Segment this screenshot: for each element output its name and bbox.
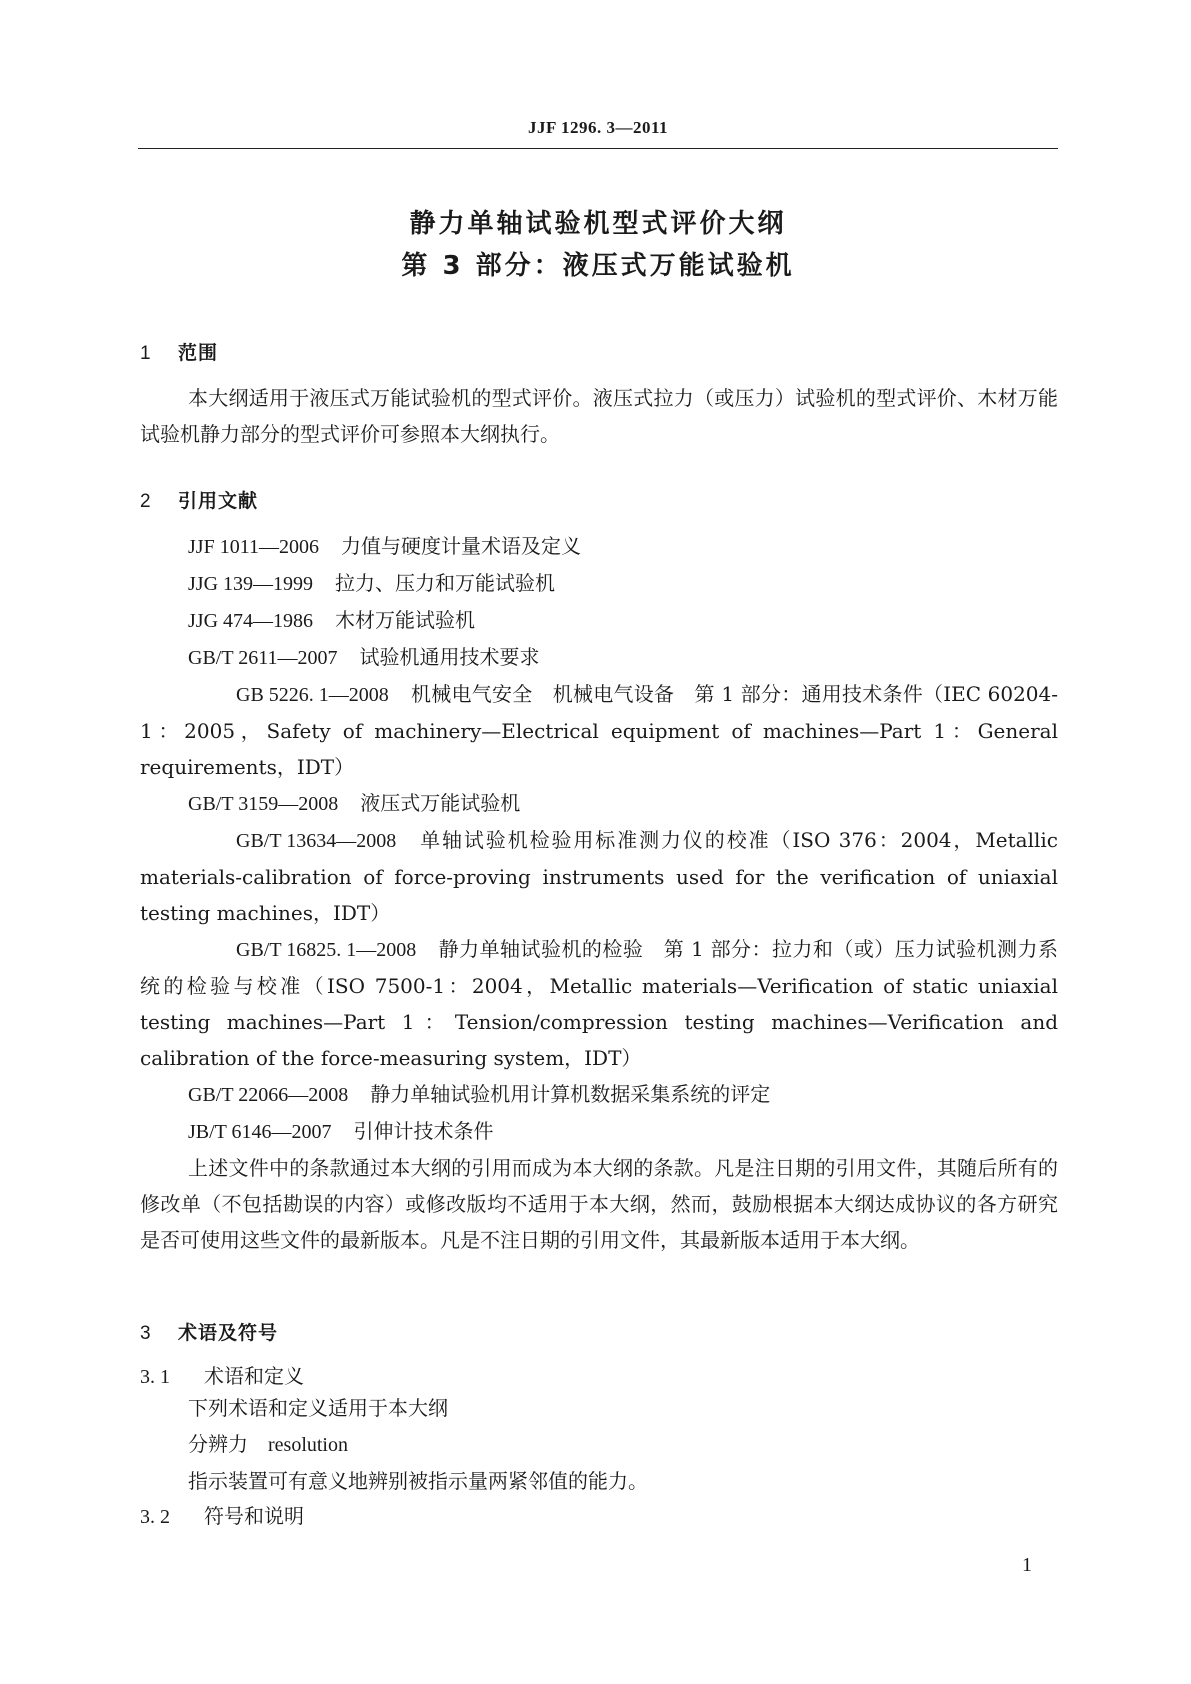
reference-code: JB/T 6146—2007 (188, 1121, 332, 1143)
section-3-1-body (140, 1390, 1058, 1499)
term-entry (140, 1426, 1058, 1463)
reference-title: 静力单轴试验机的检验 第 1 部分：拉力和（或）压力试验机测力系统的检验与校准（ISO 7500-1：2004，Metallic materials—Verification of static uniaxial testing machines—Part 1：Tension/compression testing machines—Verification and calibration of the force-measuring system，IDT） (140, 937, 1058, 1070)
subsection-3-2-title: 符号和说明 (204, 1504, 304, 1528)
reference-title: 力值与硬度计量术语及定义 (340, 534, 581, 558)
references-note: 上述文件中的条款通过本大纲的引用而成为本大纲的条款。凡是注日期的引用文件，其随后所有的修改单（不包括勘误的内容）或修改版均不适用于本大纲，然而，鼓励根据本大纲达成协议的各方研究是否可使用这些文件的最新版本。凡是不注日期的引用文件，其最新版本适用于本大纲。 (140, 1156, 1058, 1252)
section-2-title: 引用文献 (178, 490, 259, 512)
reference-code: GB/T 13634—2008 (236, 830, 397, 852)
header-standard-code: JJF 1296. 3—2011 (527, 118, 669, 137)
reference-item (140, 1113, 1058, 1150)
subsection-3-1-heading (140, 1360, 304, 1389)
document-subtitle: 第 3 部分：液压式万能试验机 (401, 251, 795, 281)
section-1-number: 1 (140, 343, 152, 364)
reference-item (140, 931, 1058, 1076)
header-rule (138, 148, 1058, 149)
term-definition: 指示装置可有意义地辨别被指示量两紧邻值的能力。 (188, 1469, 648, 1493)
reference-code: GB/T 3159—2008 (188, 793, 339, 815)
reference-code: GB/T 2611—2007 (188, 647, 338, 669)
section-1-heading (140, 338, 218, 365)
reference-title: 单轴试验机检验用标准测力仪的校准（ISO 376：2004，Metallic materials-calibration of force-proving instruments used for the verification of uniaxial testing machines，IDT） (140, 828, 1058, 925)
reference-code: JJG 139—1999 (188, 573, 314, 595)
page-number: 1 (1022, 1554, 1032, 1576)
terms-intro: 下列术语和定义适用于本大纲 (188, 1396, 448, 1420)
reference-item (140, 528, 1058, 565)
subsection-3-2-number: 3. 2 (140, 1506, 170, 1528)
reference-code: GB/T 16825. 1—2008 (236, 939, 417, 961)
reference-title: 引伸计技术条件 (353, 1119, 494, 1143)
reference-title: 拉力、压力和万能试验机 (335, 571, 556, 595)
document-title: 静力单轴试验机型式评价大纲 (409, 209, 787, 239)
section-3-title: 术语及符号 (178, 1322, 279, 1344)
reference-code: JJG 474—1986 (188, 610, 314, 632)
subsection-3-1-number: 3. 1 (140, 1366, 170, 1388)
section-1-body (140, 380, 1058, 452)
reference-title: 木材万能试验机 (335, 608, 476, 632)
scope-paragraph: 本大纲适用于液压式万能试验机的型式评价。液压式拉力（或压力）试验机的型式评价、木材万能试验机静力部分的型式评价可参照本大纲执行。 (140, 386, 1058, 446)
reference-code: GB/T 22066—2008 (188, 1084, 349, 1106)
reference-item (140, 1076, 1058, 1113)
reference-title: 静力单轴试验机用计算机数据采集系统的评定 (370, 1082, 771, 1106)
reference-code: GB 5226. 1—2008 (236, 684, 389, 706)
section-1-title: 范围 (178, 342, 219, 364)
section-3-number: 3 (140, 1323, 152, 1344)
subsection-3-2-heading (140, 1500, 304, 1529)
reference-item (140, 639, 1058, 676)
reference-list (140, 528, 1058, 1258)
term-english: resolution (268, 1434, 348, 1456)
reference-item (140, 676, 1058, 785)
reference-title: 液压式万能试验机 (360, 791, 521, 815)
reference-code: JJF 1011—2006 (188, 536, 319, 558)
section-2-heading (140, 486, 258, 513)
reference-title: 机械电气安全 机械电气设备 第 1 部分：通用技术条件（IEC 60204-1：2005，Safety of machinery—Electrical equipment of machines—Part 1：General requirements，IDT） (140, 682, 1058, 779)
subsection-3-1-title: 术语和定义 (204, 1364, 304, 1388)
reference-item (140, 785, 1058, 822)
section-2-number: 2 (140, 491, 152, 512)
reference-item (140, 822, 1058, 931)
reference-item (140, 565, 1058, 602)
reference-item (140, 602, 1058, 639)
section-3-heading (140, 1318, 278, 1345)
reference-title: 试验机通用技术要求 (359, 645, 540, 669)
term-chinese: 分辨力 (188, 1432, 248, 1456)
